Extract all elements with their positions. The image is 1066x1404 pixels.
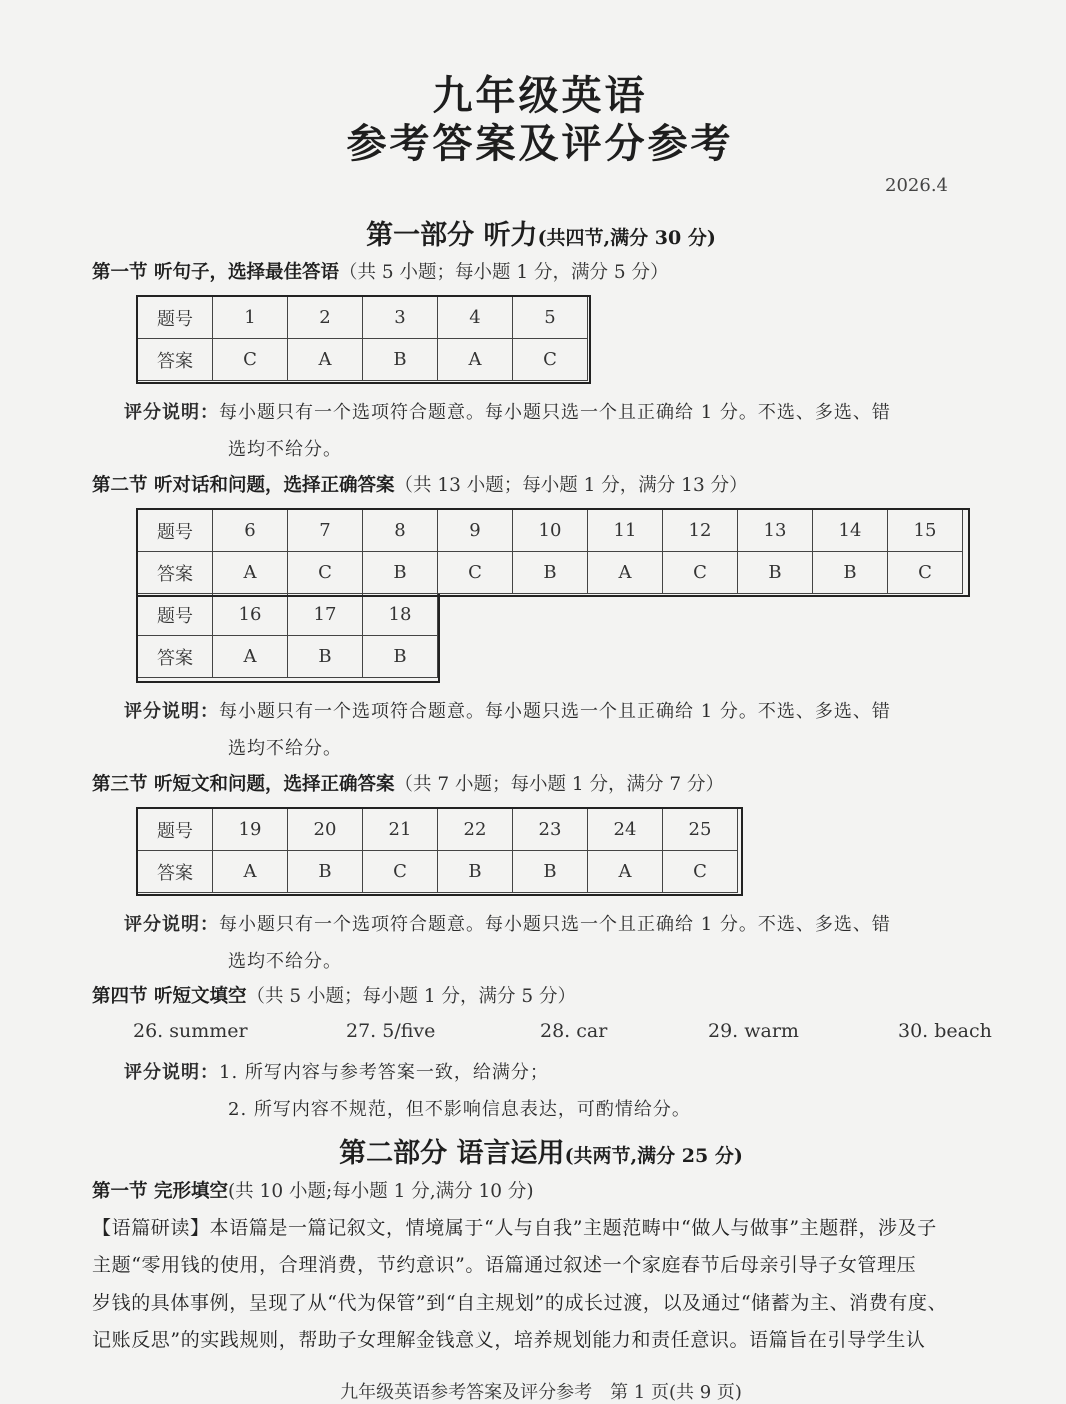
row-label-answer: 答案: [138, 552, 213, 594]
question-number: 14: [813, 510, 888, 552]
part2-section1-info: (共 10 小题;每小题 1 分,满分 10 分): [227, 1181, 534, 1202]
note-label: 评分说明：: [124, 1062, 219, 1083]
part1-heading: [0, 213, 1066, 252]
section4-heading: [92, 982, 576, 1008]
question-number: 4: [438, 297, 513, 339]
section1-note-cont: 选均不给分。: [228, 439, 342, 460]
answer-cell: A: [213, 552, 288, 594]
doc-subtitle: 参考答案及评分参考: [346, 120, 734, 167]
row-label-answer: 答案: [138, 636, 213, 678]
question-number: 21: [363, 809, 438, 851]
section2-note: [124, 697, 891, 723]
paragraph-line: 记账反思”的实践规则，帮助子女理解金钱意义，培养规划能力和责任意识。语篇旨在引导学生认: [92, 1329, 926, 1351]
question-number: 12: [663, 510, 738, 552]
answer-cell: B: [363, 552, 438, 594]
section1-title: 第一节 听句子，选择最佳答语: [92, 262, 339, 283]
question-number: 17: [288, 594, 363, 636]
table-row: [138, 552, 963, 594]
answer-cell: B: [288, 636, 363, 678]
answer-cell: B: [288, 851, 363, 893]
answer-cell: A: [213, 636, 288, 678]
row-label-question: 题号: [138, 594, 213, 636]
answer-cell: C: [288, 552, 363, 594]
fill-answer: 30. beach: [898, 1020, 992, 1042]
part2-section1-title: 第一节 完形填空: [92, 1181, 228, 1202]
table-row: [138, 594, 963, 636]
section3-answer-table: [137, 808, 738, 893]
row-label-question: 题号: [138, 297, 213, 339]
question-number: 15: [888, 510, 963, 552]
answer-cell: C: [213, 339, 288, 381]
fill-answer: 27. 5/five: [346, 1020, 436, 1042]
section1-info: （共 5 小题；每小题 1 分，满分 5 分）: [338, 262, 669, 283]
row-label-question: 题号: [138, 510, 213, 552]
note-label: 评分说明：: [124, 701, 219, 722]
fill-answer: 28. car: [540, 1020, 608, 1042]
section2-note-cont: 选均不给分。: [228, 738, 342, 759]
answer-cell: B: [363, 339, 438, 381]
question-number: 18: [363, 594, 438, 636]
paragraph-line: 主题“零用钱的使用，合理消费，节约意识”。语篇通过叙述一个家庭春节后母亲引导子女管理压: [92, 1254, 917, 1276]
row-label-answer: 答案: [138, 339, 213, 381]
question-number: 25: [663, 809, 738, 851]
question-number: 24: [588, 809, 663, 851]
part2-section1-heading: [92, 1177, 534, 1203]
question-number: 22: [438, 809, 513, 851]
doc-title: 九年级英语: [432, 72, 648, 119]
question-number: 7: [288, 510, 363, 552]
note-line: 每小题只有一个选项符合题意。每小题只选一个且正确给 1 分。不选、多选、错: [219, 914, 891, 935]
note-label: 评分说明：: [124, 914, 219, 935]
section3-note: [124, 910, 891, 936]
question-number: 16: [213, 594, 288, 636]
note-line: 每小题只有一个选项符合题意。每小题只选一个且正确给 1 分。不选、多选、错: [219, 402, 891, 423]
question-number: 13: [738, 510, 813, 552]
answer-cell: B: [513, 851, 588, 893]
table-row: [138, 851, 738, 893]
paragraph-line: 岁钱的具体事例，呈现了从“代为保管”到“自主规划”的成长过渡，以及通过“储蓄为主、消费有度、: [92, 1292, 948, 1314]
section1-heading: [92, 258, 669, 284]
answer-cell: C: [888, 552, 963, 594]
question-number: 5: [513, 297, 588, 339]
table-row: [138, 297, 588, 339]
part2-title: 第二部分 语言运用: [339, 1138, 565, 1169]
table-row: [138, 809, 738, 851]
paragraph-line: 【语篇研读】本语篇是一篇记叙文，情境属于“人与自我”主题范畴中“做人与做事”主题群，涉及子: [92, 1217, 937, 1239]
answer-cell: A: [588, 851, 663, 893]
answer-cell: B: [438, 851, 513, 893]
answer-cell: C: [663, 851, 738, 893]
page-footer: 九年级英语参考答案及评分参考 第 1 页(共 9 页): [340, 1382, 742, 1403]
section1-answer-table: [137, 296, 588, 381]
question-number: 3: [363, 297, 438, 339]
answer-cell: B: [363, 636, 438, 678]
question-number: 20: [288, 809, 363, 851]
fill-answer: 29. warm: [708, 1020, 799, 1042]
section2-title: 第二节 听对话和问题，选择正确答案: [92, 475, 395, 496]
section4-note-cont: 2. 所写内容不规范，但不影响信息表达，可酌情给分。: [228, 1099, 691, 1120]
answer-cell: C: [363, 851, 438, 893]
question-number: 1: [213, 297, 288, 339]
answer-cell: A: [288, 339, 363, 381]
question-number: 9: [438, 510, 513, 552]
question-number: 11: [588, 510, 663, 552]
note-label: 评分说明：: [124, 402, 219, 423]
question-number: 10: [513, 510, 588, 552]
question-number: 8: [363, 510, 438, 552]
answer-cell: A: [438, 339, 513, 381]
note-line: 1. 所写内容与参考答案一致，给满分；: [219, 1062, 549, 1083]
section3-heading: [92, 770, 724, 796]
part1-title: 第一部分 听力: [366, 220, 538, 251]
row-label-answer: 答案: [138, 851, 213, 893]
section3-info: （共 7 小题；每小题 1 分，满分 7 分）: [394, 774, 725, 795]
fill-answer: 26. summer: [133, 1020, 248, 1042]
part1-subtitle: (共四节,满分 30 分): [537, 227, 716, 249]
answer-cell: B: [738, 552, 813, 594]
answer-cell: A: [588, 552, 663, 594]
question-number: 6: [213, 510, 288, 552]
question-number: 19: [213, 809, 288, 851]
table-row: [138, 510, 963, 552]
table-row: [138, 339, 588, 381]
section4-note: [124, 1058, 549, 1084]
answer-cell: B: [813, 552, 888, 594]
section3-note-cont: 选均不给分。: [228, 951, 342, 972]
question-number: 23: [513, 809, 588, 851]
answer-cell: C: [663, 552, 738, 594]
part2-subtitle: (共两节,满分 25 分): [564, 1145, 743, 1167]
section2-answer-table: [137, 509, 963, 678]
section4-info: （共 5 小题；每小题 1 分，满分 5 分）: [246, 986, 577, 1007]
section3-title: 第三节 听短文和问题，选择正确答案: [92, 774, 395, 795]
part2-heading: [0, 1131, 1066, 1170]
note-line: 每小题只有一个选项符合题意。每小题只选一个且正确给 1 分。不选、多选、错: [219, 701, 891, 722]
answer-cell: C: [513, 339, 588, 381]
section4-title: 第四节 听短文填空: [92, 986, 247, 1007]
section2-info: （共 13 小题；每小题 1 分，满分 13 分）: [394, 475, 748, 496]
answer-cell: C: [438, 552, 513, 594]
row-label-question: 题号: [138, 809, 213, 851]
section1-note: [124, 398, 891, 424]
doc-date: 2026.4: [885, 175, 948, 196]
section2-heading: [92, 471, 748, 497]
answer-cell: B: [513, 552, 588, 594]
question-number: 2: [288, 297, 363, 339]
answer-cell: A: [213, 851, 288, 893]
table-row: [138, 636, 963, 678]
